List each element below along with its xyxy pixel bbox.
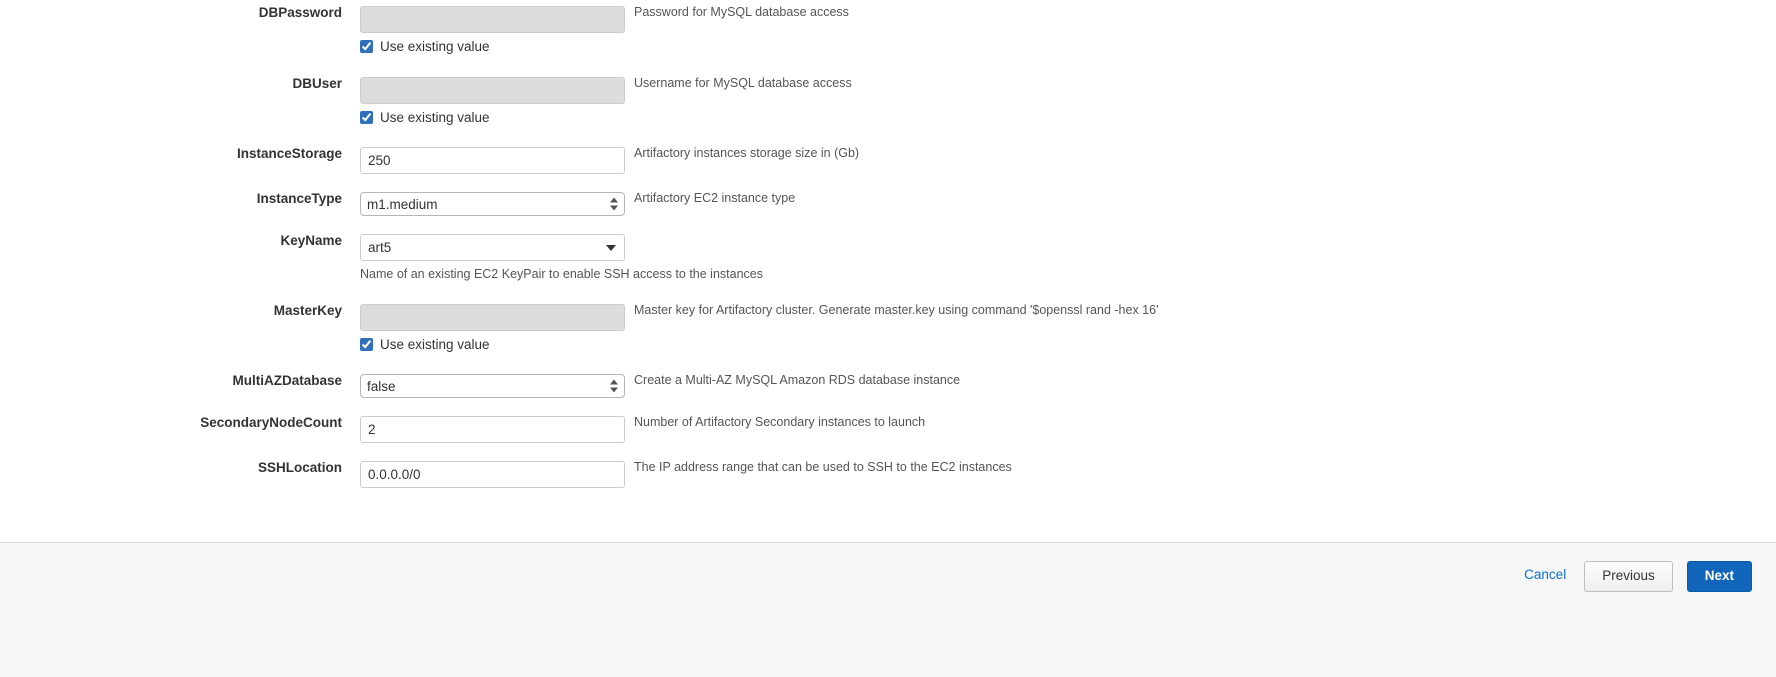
- instancestorage-input[interactable]: [360, 147, 625, 174]
- field-label-dbpassword: DBPassword: [258, 5, 342, 20]
- dbpassword-use-existing-row[interactable]: [360, 40, 625, 54]
- form-row-dbpassword: [0, 6, 1776, 54]
- form-row-multiazdatabase: [0, 374, 1776, 398]
- field-label-instancestorage: InstanceStorage: [236, 146, 342, 161]
- masterkey-use-existing-checkbox[interactable]: [360, 338, 373, 351]
- form-row-instancetype: [0, 192, 1776, 216]
- field-label-secondarynodecount: SecondaryNodeCount: [200, 415, 342, 430]
- previous-button[interactable]: Previous: [1584, 561, 1673, 592]
- masterkey-use-existing-label: Use existing value: [380, 336, 490, 352]
- sshlocation-input[interactable]: [360, 461, 625, 488]
- cancel-button[interactable]: Cancel: [1520, 561, 1570, 588]
- form-row-sshlocation: [0, 461, 1776, 488]
- form-row-keyname: [0, 234, 1776, 281]
- field-description-keyname: Name of an existing EC2 KeyPair to enable SSH access to the instances: [360, 267, 763, 281]
- field-description-sshlocation: The IP address range that can be used to SSH to the EC2 instances: [634, 460, 1012, 474]
- field-description-secondarynodecount: Number of Artifactory Secondary instances to launch: [634, 415, 926, 429]
- masterkey-use-existing-row[interactable]: [360, 338, 625, 352]
- field-description-dbuser: Username for MySQL database access: [634, 75, 852, 90]
- dbpassword-use-existing-label: Use existing value: [380, 39, 490, 54]
- dbpassword-use-existing-checkbox[interactable]: [360, 40, 373, 53]
- footer-action-bar: [0, 542, 1776, 677]
- field-description-instancetype: Artifactory EC2 instance type: [634, 191, 796, 205]
- field-description-masterkey: Master key for Artifactory cluster. Generate master.key using command '$openssl rand -hex 16': [634, 302, 1159, 317]
- next-button[interactable]: Next: [1687, 561, 1752, 592]
- field-description-instancestorage: Artifactory instances storage size in (Gb): [634, 146, 860, 160]
- secondarynodecount-input[interactable]: [360, 416, 625, 443]
- dbuser-input[interactable]: [360, 77, 625, 104]
- dbuser-use-existing-row[interactable]: [360, 111, 625, 125]
- form-row-dbuser: [0, 77, 1776, 125]
- form-row-instancestorage: [0, 147, 1776, 174]
- form-row-masterkey: [0, 304, 1776, 352]
- field-label-multiazdatabase: MultiAZDatabase: [232, 373, 342, 388]
- keyname-dropdown[interactable]: [360, 234, 625, 261]
- instancetype-select-wrap[interactable]: [360, 192, 625, 216]
- field-label-dbuser: DBUser: [292, 75, 342, 91]
- dbuser-use-existing-label: Use existing value: [380, 109, 490, 125]
- dbpassword-input[interactable]: [360, 6, 625, 33]
- form-row-secondarynodecount: [0, 416, 1776, 443]
- instancetype-select[interactable]: [360, 192, 625, 216]
- multiazdatabase-select-wrap[interactable]: [360, 374, 625, 398]
- keyname-selected-value: art5: [368, 240, 392, 255]
- masterkey-input[interactable]: [360, 304, 625, 331]
- field-description-multiazdatabase: Create a Multi-AZ MySQL Amazon RDS database instance: [634, 373, 961, 387]
- keyname-dropdown-wrap[interactable]: [360, 234, 625, 261]
- multiazdatabase-select[interactable]: [360, 374, 625, 398]
- dbuser-use-existing-checkbox[interactable]: [360, 111, 373, 124]
- field-description-dbpassword: Password for MySQL database access: [634, 5, 849, 19]
- field-label-instancetype: InstanceType: [256, 191, 342, 206]
- field-label-masterkey: MasterKey: [273, 302, 342, 318]
- field-label-keyname: KeyName: [280, 233, 342, 248]
- field-label-sshlocation: SSHLocation: [257, 460, 342, 475]
